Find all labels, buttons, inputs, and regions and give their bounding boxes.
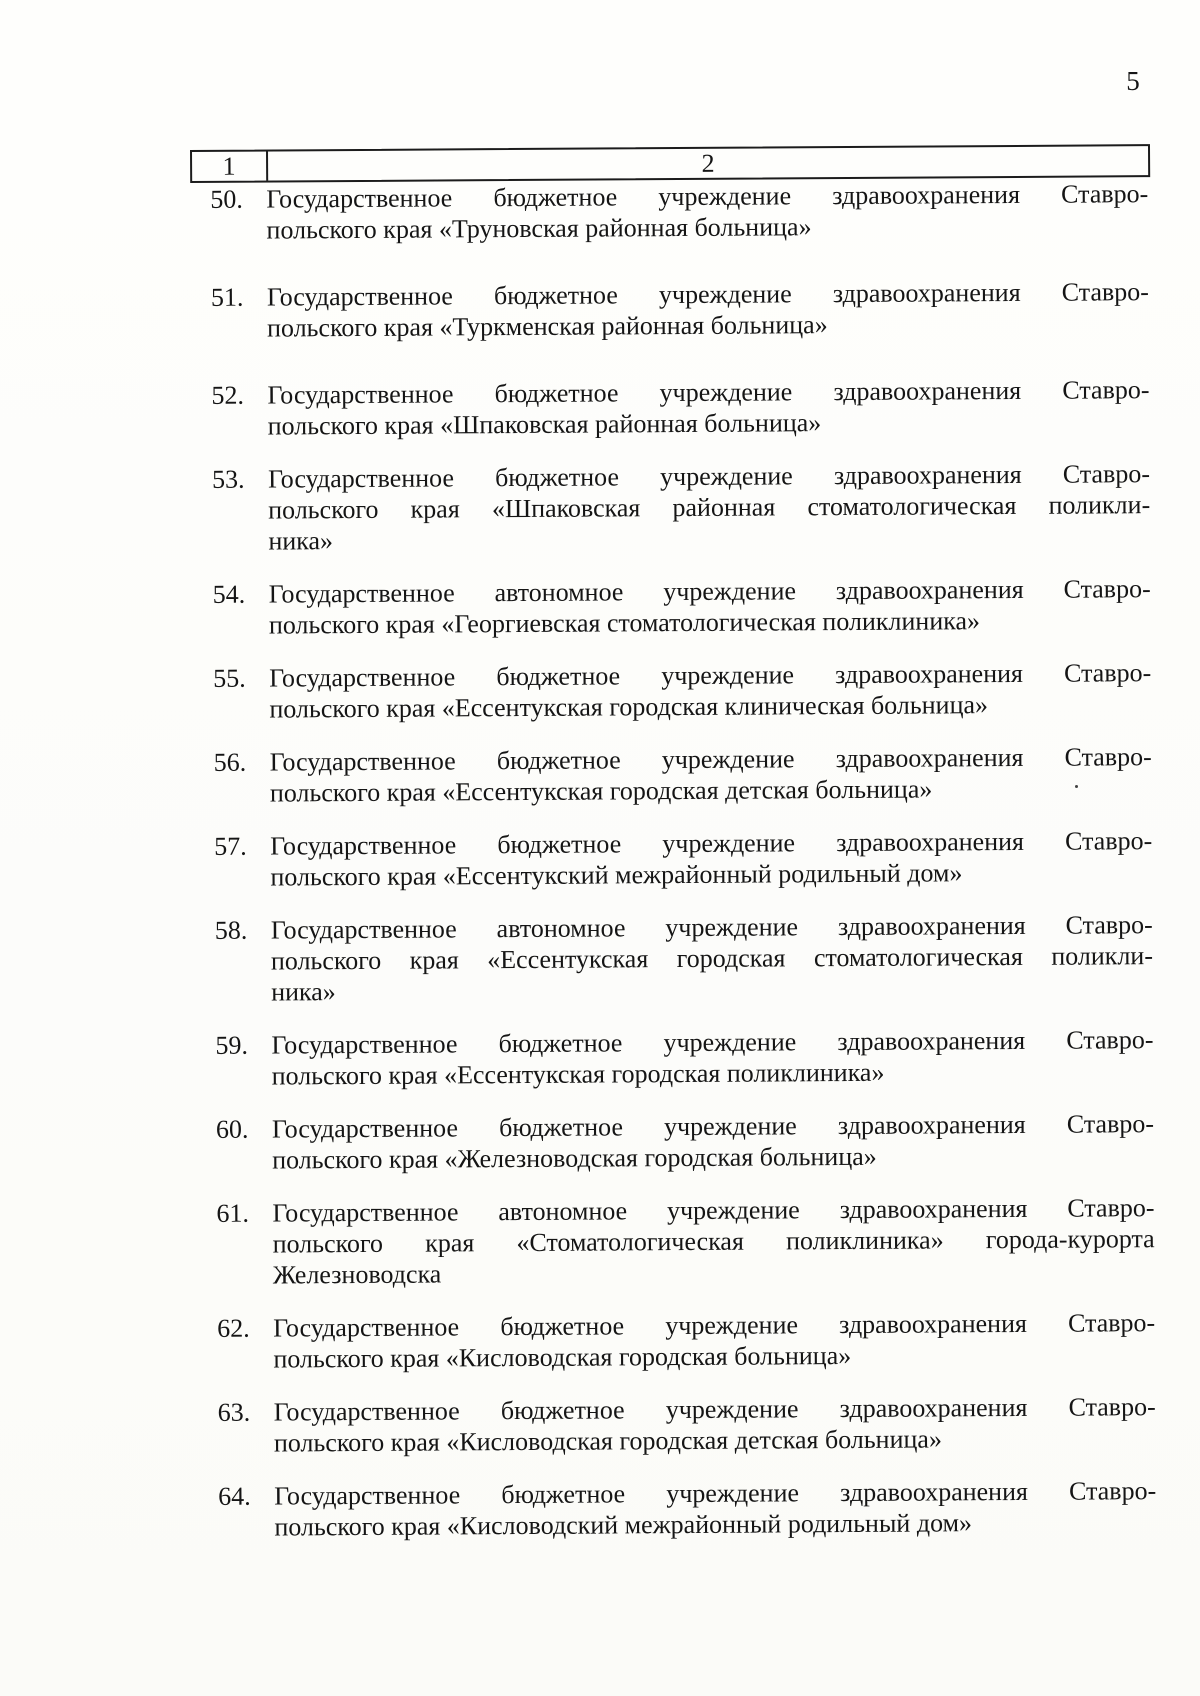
table-header-col-2: 2: [701, 148, 715, 178]
list-item-text-line: польского края «Кисловодская городская детская больница»: [273, 1424, 943, 1458]
list-item-text-line: ника»: [271, 977, 336, 1007]
page-number: 5: [1126, 66, 1140, 96]
list-item: [196, 1108, 1156, 1176]
list-item: [197, 1307, 1157, 1375]
list-item-text-line: Государственное бюджетное учреждение здравоохранения Ставро-: [273, 1392, 1156, 1427]
list-item: [194, 741, 1154, 809]
list-item-text-line: польского края «Ессентукский межрайонный родильный дом»: [270, 858, 963, 892]
list-item-number: 50.: [210, 184, 243, 214]
list-item-text: [269, 657, 1153, 724]
list-item-text-line: ника»: [268, 526, 334, 556]
list-item-number: 59.: [215, 1030, 249, 1060]
list-item-text-line: польского края «Ессентукская городская детская больница»: [269, 774, 933, 808]
list-item-text-line: Государственное бюджетное учреждение здравоохранения Ставро-: [270, 826, 1153, 861]
list-item-text-line: Государственное бюджетное учреждение здравоохранения Ставро-: [266, 179, 1149, 214]
list-item-text-line: Государственное автономное учреждение здравоохранения Ставро-: [272, 1193, 1155, 1228]
list-item-text-line: Государственное бюджетное учреждение здравоохранения Ставро-: [274, 1476, 1157, 1511]
list-item-text-line: Государственное бюджетное учреждение здравоохранения Ставро-: [267, 375, 1150, 410]
list-item-number: 58.: [214, 915, 248, 945]
list-item-number: 52.: [211, 380, 245, 410]
list-item-text: [271, 1024, 1155, 1091]
list-item-number: 51.: [210, 282, 244, 312]
list-item-text-line: польского края «Железноводская городская больница»: [272, 1141, 877, 1175]
list-item-text: [270, 825, 1154, 892]
list-item-text: [272, 1108, 1156, 1175]
list-item-text: [270, 741, 1154, 808]
list-item-text-line: польского края «Туркменская районная больница»: [267, 310, 828, 343]
list-item-text-line: Государственное бюджетное учреждение здравоохранения Ставро-: [266, 277, 1149, 312]
list-item-number: 64.: [218, 1481, 251, 1511]
table-header-row: [190, 144, 1150, 183]
list-item-text: [269, 573, 1153, 640]
list-item-text-line: Государственное бюджетное учреждение здравоохранения Ставро-: [271, 1109, 1155, 1144]
list-item: [192, 458, 1153, 557]
list-item-text-line: Железноводска: [272, 1259, 442, 1290]
list-item-text-line: польского края «Труновская районная больница»: [266, 212, 812, 245]
list-item-text-line: польского края «Шпаковская районная больница»: [267, 408, 822, 441]
list-item-number: 55.: [213, 663, 246, 693]
list-item-text-line: польского края «Кисловодский межрайонный родильный дом»: [274, 1508, 973, 1542]
list-item-text-line: польского края «Ессентукская городская клиническая больница»: [269, 690, 989, 724]
list-item-text: [266, 178, 1150, 245]
list-item: [196, 1192, 1157, 1291]
list-item-number: 54.: [212, 579, 246, 609]
list-item-text: [268, 458, 1153, 556]
list-item-text-line: Государственное бюджетное учреждение здравоохранения Ставро-: [269, 658, 1152, 693]
list-item-text-line: польского края «Ессентукская городская стоматологическая поликли-: [270, 941, 1154, 976]
list-item-text-line: Государственное автономное учреждение здравоохранения Ставро-: [268, 574, 1151, 609]
list-item-text: [274, 1475, 1158, 1542]
document-body: [190, 144, 1159, 1565]
list-item: [191, 374, 1151, 442]
list-item: [195, 909, 1156, 1008]
list-item-text: [267, 374, 1151, 441]
institution-list: [190, 178, 1158, 1543]
list-item-number: 63.: [217, 1397, 251, 1427]
list-item: [198, 1475, 1158, 1543]
list-item-number: 61.: [216, 1198, 250, 1228]
list-item-text-line: Государственное автономное учреждение здравоохранения Ставро-: [270, 910, 1153, 945]
list-item-number: 53.: [211, 464, 245, 494]
list-item: [190, 178, 1150, 246]
list-item-number: 56.: [213, 747, 247, 777]
list-item: [195, 1024, 1155, 1092]
table-header-col-1: 1: [192, 152, 268, 181]
list-item-text: [271, 909, 1156, 1007]
list-item-number: 62.: [217, 1313, 250, 1343]
list-item-text-line: Государственное бюджетное учреждение здравоохранения Ставро-: [267, 459, 1151, 494]
list-item: [193, 573, 1153, 641]
list-item-text: [267, 276, 1151, 343]
list-item-number: 60.: [215, 1114, 249, 1144]
list-item-text-line: польского края «Кисловодская городская больница»: [273, 1340, 852, 1374]
list-item-text-line: Государственное бюджетное учреждение здравоохранения Ставро-: [271, 1025, 1154, 1060]
list-item-text-line: польского края «Стоматологическая поликлиника» города-курорта: [272, 1224, 1155, 1259]
list-item: [198, 1391, 1158, 1459]
list-item-text-line: польского края «Ессентукская городская поликлиника»: [271, 1057, 885, 1091]
list-item-text-line: польского края «Шпаковская районная стоматологическая поликли-: [268, 490, 1151, 525]
list-item: [193, 657, 1153, 725]
list-item-text: [274, 1391, 1158, 1458]
list-item-text-line: польского края «Георгиевская стоматологическая поликлиника»: [268, 606, 981, 640]
list-item: [194, 825, 1154, 893]
list-item-text-line: Государственное бюджетное учреждение здравоохранения Ставро-: [269, 742, 1152, 777]
scan-speck: [1075, 785, 1078, 788]
list-item: [191, 276, 1151, 344]
list-item-text: [272, 1192, 1157, 1290]
list-item-number: 57.: [214, 831, 247, 861]
list-item-text-line: Государственное бюджетное учреждение здравоохранения Ставро-: [273, 1308, 1156, 1343]
list-item-text: [273, 1307, 1157, 1374]
